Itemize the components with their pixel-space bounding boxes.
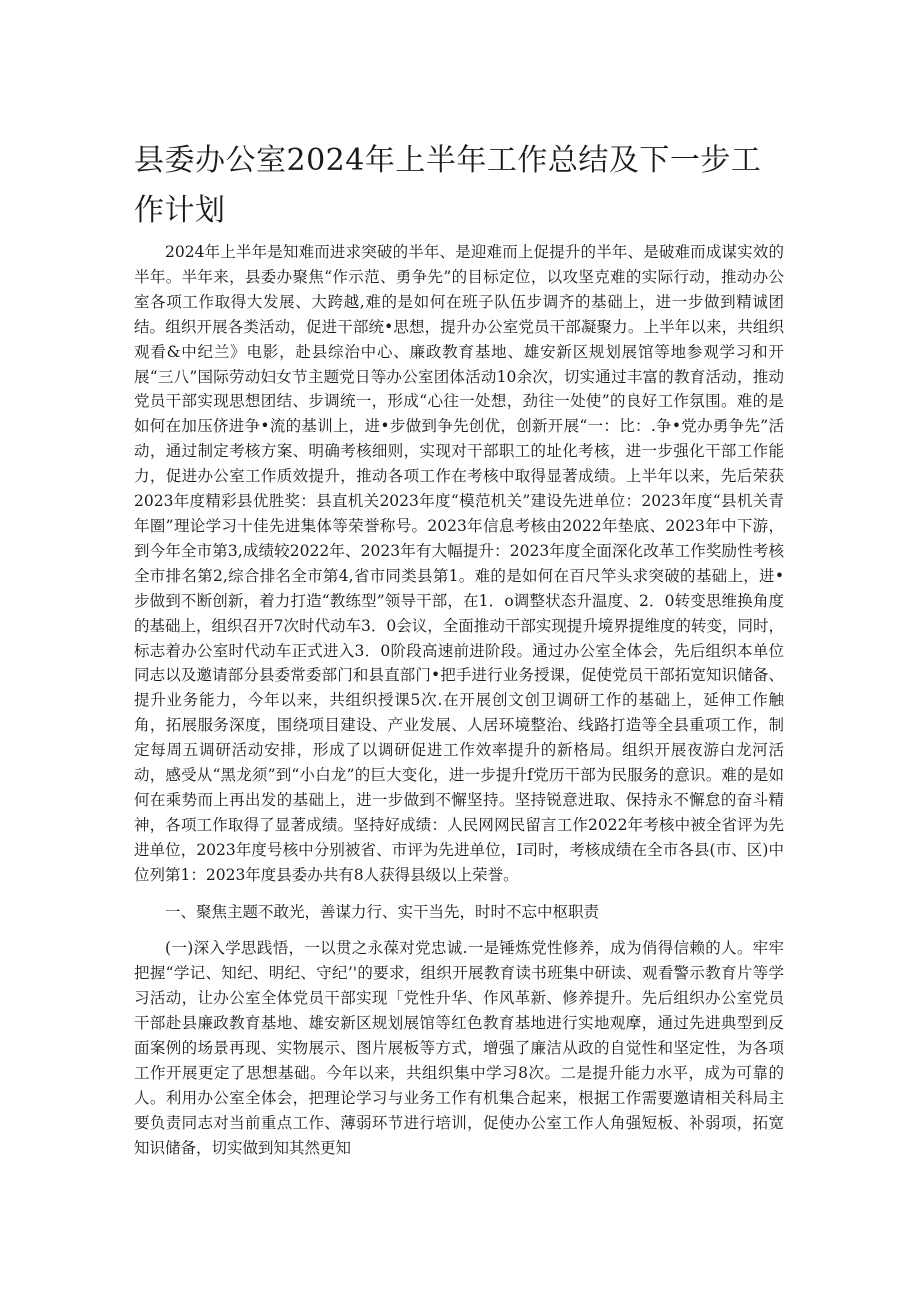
intro-paragraph: 2024年上半年是知难而进求突破的半年、是迎难而上促提升的半年、是破难而成谋实效的半年。半年来，县委办聚焦“作示范、勇争先”的目标定位，以攻坚克难的实际行动，推动办公室各项工作取得大发展、大跨越,难的是如何在班子队伍步调齐的基础上，进一步做到精诚团结。组织开展各类活动，促进干部统•思想，提升办公室党员干部凝聚力。上半年以来，共组织观看&中纪兰》电影，赴县综治中心、廉政教育基地、雄安新区规划展馆等地参观学习和开展“三八”国际劳动妇女节主题党日等办公室团体活动10余次，切实通过丰富的教育活动，推动党员干部实现思想团结、步调统一，形成“心往一处想，劲往一处使”的良好工作氛围。难的是如何在加压侪进争•流的基训上，进•步做到争先创优，创新开展“一：比：.争•党办勇争先”活动，通过制定考核方案、明确考核细则，实现对干部职工的址化考核，进一步强化干部工作能力，促进办公室工作质效提升，推动各项工作在考核中取得显著成绩。上半年以来，先后荣获2023年度精彩县优胜奖：县直机关2023年度“模范机关”建设先进单位：2023年度“县机关青年圈”理论学习十佳先进集体等荣誉称号。2023年信息考核由2022年垫底、2023年中下游，到今年全市第3,成绩较2022年、2023年有大幅提升：2023年度全面深化改革工作奖励性考核全市排名第2,综合排名全市第4,省市同类县第1。难的是如何在百尺竿头求突破的基础上，进•步做到不断创新，着力打造“教练型”领导干部，在1．o调整状态升温度、2．0转变思维换角度的基础上，组织召开7次时代动车3．0会议，全面推动干部实现提升境界提维度的转变，同时，标志着办公室时代动车正式进入3．0阶段高速前进阶段。通过办公室全体会，先后组织本单位同志以及邀请部分县委常委部门和县直部门•把手进行业务授课，促使党员干部拓宽知识储备、提升业务能力，今年以来，共组织授课5次.在开展创文创卫调研工作的基础上，延伸工作触角，拓展服务深度，围绕项目建设、产业发展、人居环境整治、线路打造等全县重项工作，制定每周五调研活动安排，形成了以调研促进工作效率提升的新格局。组织开展夜游白龙河活动，感受从“黑龙须”到“小白龙”的巨大变化，进一步提升f党历干部为民服务的意识。难的是如何在乘势而上再出发的基础上，进一步做到不懈坚持。坚持锐意进取、保持永不懈怠的奋斗精神，各项工作取得了显著成绩。坚持好成绩：人民网网民留言工作2022年考核中被全省评为先进单位，2023年度号核中分别被省、市评为先进单位，I司时，考核成绩在全市各县(市、区)中位列第1：2023年度县委办共有8人获得县级以上荣誉。	[134, 243, 784, 884]
document-title: 县委办公室2024年上半年工作总结及下一步工作计划	[134, 143, 762, 228]
section-heading: 一、聚焦主题不敢光，善谋力行、实干当先，时时不忘中枢职责	[165, 902, 600, 921]
document-body	[134, 240, 784, 1161]
subsection-paragraph: (一)深入学思践悟，一以贯之永葆对党忠诚.一是锤炼党性修养，成为俏得信赖的人。牢牢把握“学记、知纪、明纪、守纪’'的要求，组织开展教育读书班集中研读、观看警示教育片等学习活动，让办公室全体党员干部实现「党性升华、作风革新、修养提升。先后组织办公室党员干部赴县廉政教育基地、雄安新区规划展馆等红色教育基地进行实地观摩，通过先进典型到反面案例的场景再现、实物展示、图片展板等方式，增强了廉洁从政的自觉性和坚定性，为各项工作开展更定了思想基础。今年以来，共组织集中学习8次。二是提升能力水平，成为可靠的人。利用办公室全体会，把理论学习与业务工作有机集合起来，根据工作需要邀请相关科局主要负责同志对当前重点工作、薄弱环节进行培训，促使办公室工作人角强短板、补弱项，拓宽知识储备，切实做到知其然更知	[134, 939, 784, 1157]
